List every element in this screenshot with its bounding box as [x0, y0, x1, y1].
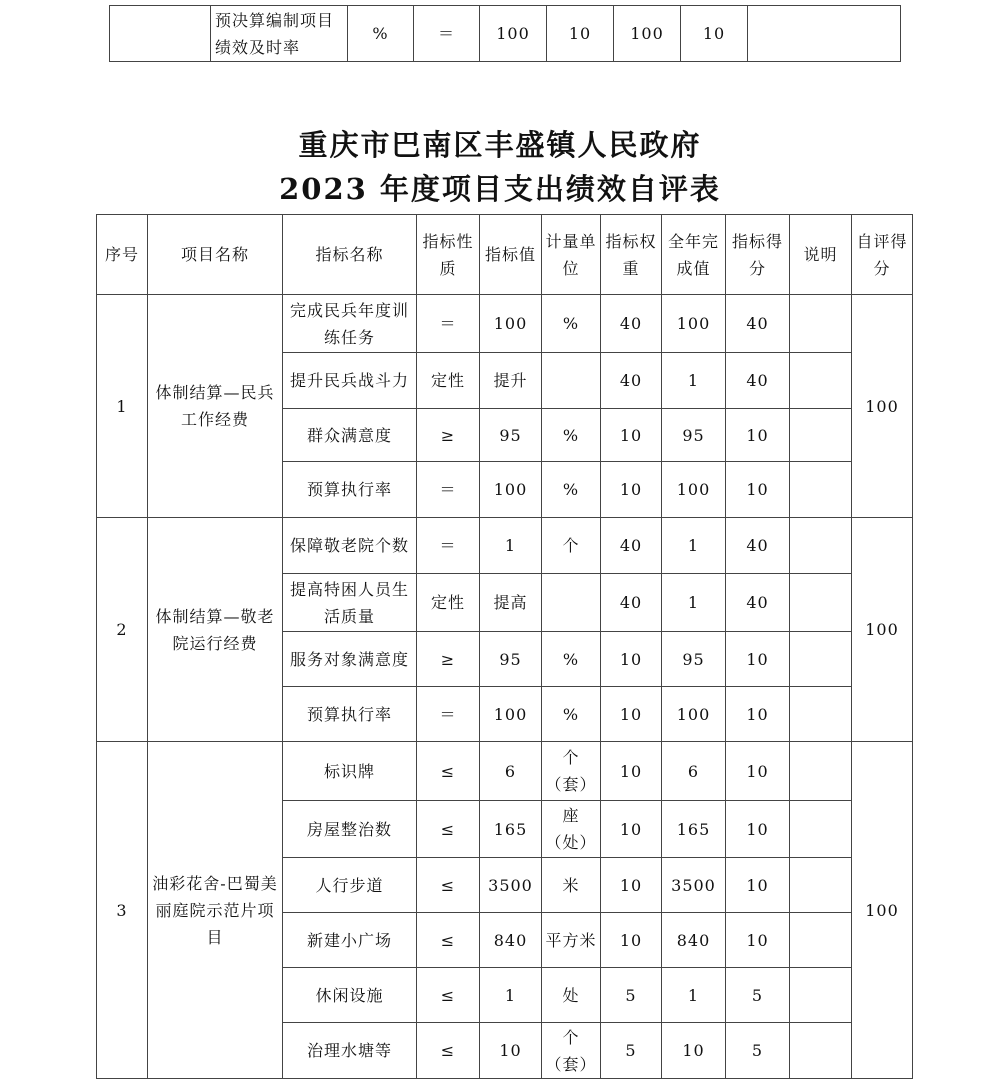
indicator-name-cell: 完成民兵年度训练任务	[283, 295, 417, 353]
score-cell: 10	[726, 801, 790, 858]
project-name-cell: 体制结算—民兵工作经费	[148, 295, 283, 518]
project-number-cell: 2	[97, 518, 148, 742]
actual-value-cell: 1	[662, 574, 726, 632]
score-cell: 10	[726, 687, 790, 742]
nature-cell: ≤	[417, 1023, 480, 1079]
target-value-cell: 100	[480, 295, 542, 353]
header-project: 项目名称	[148, 215, 283, 295]
weight-cell: 40	[601, 518, 662, 574]
actual-value-cell: 100	[662, 687, 726, 742]
note-cell	[790, 295, 852, 353]
table-row	[97, 518, 913, 574]
nature-cell: ＝	[414, 6, 480, 62]
nature-cell: ＝	[417, 518, 480, 574]
score-cell: 40	[726, 353, 790, 409]
indicator-name-cell: 新建小广场	[283, 913, 417, 968]
note-cell	[790, 353, 852, 409]
actual-value-cell: 10	[662, 1023, 726, 1079]
target-value-cell: 6	[480, 742, 542, 801]
unit-cell: %	[542, 295, 601, 353]
score-cell: 10	[726, 409, 790, 462]
actual-value-cell: 95	[662, 409, 726, 462]
note-cell	[790, 574, 852, 632]
target-value-cell: 提高	[480, 574, 542, 632]
actual-value-cell: 6	[662, 742, 726, 801]
actual-value-cell: 1	[662, 968, 726, 1023]
indicator-name-cell: 休闲设施	[283, 968, 417, 1023]
target-value-cell: 100	[480, 6, 547, 62]
target-value-cell: 1	[480, 968, 542, 1023]
header-unit: 计量单位	[542, 215, 601, 295]
empty-cell	[748, 6, 901, 62]
weight-cell: 5	[601, 1023, 662, 1079]
document-subtitle: 2023 年度项目支出绩效自评表	[279, 172, 721, 206]
document-title: 重庆市巴南区丰盛镇人民政府	[298, 128, 702, 162]
continued-table-fragment	[109, 5, 901, 62]
target-value-cell: 840	[480, 913, 542, 968]
note-cell	[790, 462, 852, 518]
project-name-cell: 体制结算—敬老院运行经费	[148, 518, 283, 742]
note-cell	[790, 687, 852, 742]
score-cell: 10	[726, 632, 790, 687]
score-cell: 40	[726, 518, 790, 574]
unit-cell: %	[542, 687, 601, 742]
header-actual: 全年完成值	[662, 215, 726, 295]
nature-cell: ≤	[417, 801, 480, 858]
unit-cell: 平方米	[542, 913, 601, 968]
indicator-name-cell: 提升民兵战斗力	[283, 353, 417, 409]
unit-cell: %	[542, 462, 601, 518]
weight-cell: 10	[601, 801, 662, 858]
note-cell	[790, 632, 852, 687]
unit-cell	[542, 574, 601, 632]
weight-cell: 5	[601, 968, 662, 1023]
unit-cell: 个（套）	[542, 1023, 601, 1079]
project-number-cell: 3	[97, 742, 148, 1079]
nature-cell: ≥	[417, 632, 480, 687]
actual-value-cell: 840	[662, 913, 726, 968]
weight-cell: 10	[601, 687, 662, 742]
self-score-cell: 100	[852, 518, 913, 742]
evaluation-table	[96, 214, 913, 1079]
nature-cell: ＝	[417, 687, 480, 742]
table-row	[110, 6, 901, 62]
target-value-cell: 100	[480, 462, 542, 518]
actual-value-cell: 3500	[662, 858, 726, 913]
note-cell	[790, 913, 852, 968]
indicator-name-cell: 服务对象满意度	[283, 632, 417, 687]
unit-cell: %	[348, 6, 414, 62]
note-cell	[790, 409, 852, 462]
indicator-name-cell: 房屋整治数	[283, 801, 417, 858]
actual-value-cell: 165	[662, 801, 726, 858]
nature-cell: ≤	[417, 968, 480, 1023]
indicator-name-cell: 人行步道	[283, 858, 417, 913]
nature-cell: ≤	[417, 858, 480, 913]
note-cell	[790, 518, 852, 574]
unit-cell: 处	[542, 968, 601, 1023]
actual-value-cell: 1	[662, 518, 726, 574]
score-cell: 10	[726, 858, 790, 913]
note-cell	[790, 1023, 852, 1079]
score-cell: 10	[681, 6, 748, 62]
indicator-name-cell: 预算执行率	[283, 462, 417, 518]
weight-cell: 40	[601, 295, 662, 353]
weight-cell: 10	[601, 913, 662, 968]
indicator-name-cell: 标识牌	[283, 742, 417, 801]
score-cell: 10	[726, 462, 790, 518]
empty-cell	[110, 6, 211, 62]
table-row	[97, 295, 913, 353]
actual-value-cell: 95	[662, 632, 726, 687]
target-value-cell: 3500	[480, 858, 542, 913]
actual-value-cell: 100	[614, 6, 681, 62]
weight-cell: 40	[601, 353, 662, 409]
note-cell	[790, 968, 852, 1023]
weight-cell: 10	[601, 742, 662, 801]
unit-cell: %	[542, 409, 601, 462]
nature-cell: ≤	[417, 742, 480, 801]
actual-value-cell: 100	[662, 462, 726, 518]
note-cell	[790, 742, 852, 801]
header-score: 指标得分	[726, 215, 790, 295]
header-value: 指标值	[480, 215, 542, 295]
score-cell: 10	[726, 742, 790, 801]
target-value-cell: 95	[480, 409, 542, 462]
score-cell: 10	[726, 913, 790, 968]
weight-cell: 10	[601, 858, 662, 913]
table-row	[97, 742, 913, 801]
unit-cell: 米	[542, 858, 601, 913]
weight-cell: 10	[601, 632, 662, 687]
nature-cell: 定性	[417, 574, 480, 632]
indicator-name-cell: 预决算编制项目绩效及时率	[211, 6, 348, 62]
nature-cell: 定性	[417, 353, 480, 409]
score-cell: 40	[726, 574, 790, 632]
self-score-cell: 100	[852, 295, 913, 518]
actual-value-cell: 1	[662, 353, 726, 409]
target-value-cell: 95	[480, 632, 542, 687]
indicator-name-cell: 提高特困人员生活质量	[283, 574, 417, 632]
note-cell	[790, 801, 852, 858]
indicator-name-cell: 保障敬老院个数	[283, 518, 417, 574]
weight-cell: 10	[547, 6, 614, 62]
header-self-score: 自评得分	[852, 215, 913, 295]
header-indicator: 指标名称	[283, 215, 417, 295]
actual-value-cell: 100	[662, 295, 726, 353]
note-cell	[790, 858, 852, 913]
score-cell: 40	[726, 295, 790, 353]
nature-cell: ≤	[417, 913, 480, 968]
project-number-cell: 1	[97, 295, 148, 518]
score-cell: 5	[726, 1023, 790, 1079]
target-value-cell: 10	[480, 1023, 542, 1079]
target-value-cell: 165	[480, 801, 542, 858]
nature-cell: ＝	[417, 462, 480, 518]
header-row	[97, 215, 913, 295]
unit-cell: %	[542, 632, 601, 687]
indicator-name-cell: 预算执行率	[283, 687, 417, 742]
target-value-cell: 提升	[480, 353, 542, 409]
weight-cell: 10	[601, 462, 662, 518]
self-score-cell: 100	[852, 742, 913, 1079]
nature-cell: ≥	[417, 409, 480, 462]
weight-cell: 40	[601, 574, 662, 632]
nature-cell: ＝	[417, 295, 480, 353]
indicator-name-cell: 治理水塘等	[283, 1023, 417, 1079]
project-name-cell: 油彩花舍-巴蜀美丽庭院示范片项目	[148, 742, 283, 1079]
unit-cell: 个（套）	[542, 742, 601, 801]
unit-cell: 个	[542, 518, 601, 574]
header-note: 说明	[790, 215, 852, 295]
header-nature: 指标性质	[417, 215, 480, 295]
target-value-cell: 1	[480, 518, 542, 574]
target-value-cell: 100	[480, 687, 542, 742]
unit-cell	[542, 353, 601, 409]
header-weight: 指标权重	[601, 215, 662, 295]
weight-cell: 10	[601, 409, 662, 462]
score-cell: 5	[726, 968, 790, 1023]
unit-cell: 座（处）	[542, 801, 601, 858]
indicator-name-cell: 群众满意度	[283, 409, 417, 462]
header-no: 序号	[97, 215, 148, 295]
